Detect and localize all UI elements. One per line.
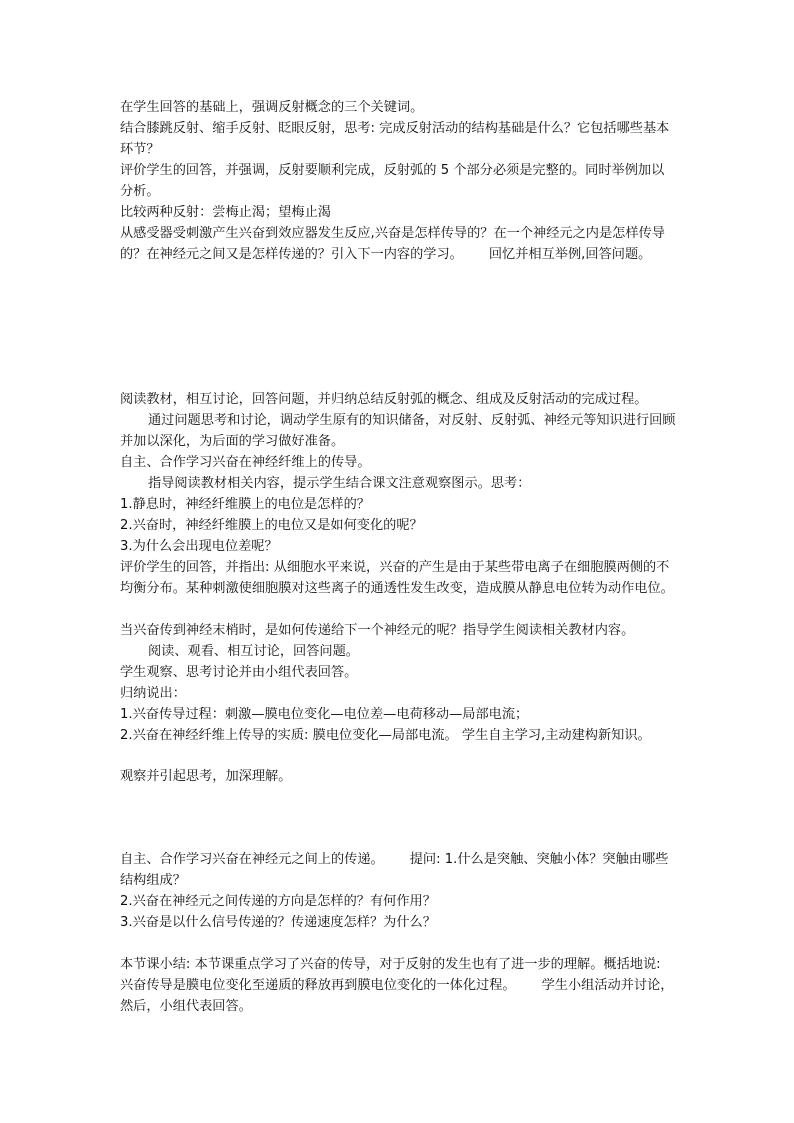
text-paragraph: [120, 954, 676, 1017]
text-paragraph: 评价学生的回答，并指出: 从细胞水平来说，兴奋的产生是由于某些带电离子在细胞膜两侧的不均衡分布。某种刺激使细胞膜对这些离子的通透性发生改变，造成膜从静息电位转为动作电位。: [120, 560, 674, 596]
text-paragraph: 评价学生的回答，并强调，反射要顺利完成，反射弧的 5 个部分必须是完整的。同时举例加以分析。: [120, 163, 665, 199]
text-paragraph: 2.兴奋在神经纤维上传导的实质: 膜电位变化—局部电流。 学生自主学习,主动建构新知识。: [120, 728, 651, 743]
text-paragraph: 归纳说出：: [120, 686, 186, 701]
text-paragraph: 结合膝跳反射、缩手反射、眨眼反射，思考: 完成反射活动的结构基础是什么？它包括哪些基本环节？: [120, 121, 670, 157]
text-paragraph: 2.兴奋在神经元之间传递的方向是怎样的？有何作用？: [120, 894, 436, 909]
text-paragraph: 观察并引起思考，加深理解。: [120, 769, 292, 784]
text-run: 从感受器受刺激产生兴奋到效应器发生反应,兴奋是怎样传导的？在一个神经元之内是怎样传导的？在神经元之间又是怎样传递的？引入下一内容的学习。: [120, 226, 665, 262]
text-paragraph: 当兴奋传到神经末梢时，是如何传递给下一个神经元的呢？指导学生阅读相关教材内容。: [120, 623, 635, 638]
text-run: 提问: 1.什么是突触、突触小体？突触由哪些结构组成？: [120, 852, 669, 888]
text-run: 学生小组活动并讨论，然后，小组代表回答。: [120, 978, 674, 1014]
text-paragraph: 1.兴奋传导过程：刺激—膜电位变化—电位差—电荷移动—局部电流；: [120, 707, 529, 722]
text-paragraph: 阅读教材，相互讨论，回答问题，并归纳总结反射弧的概念、组成及反射活动的完成过程。: [120, 392, 648, 407]
text-paragraph: 比较两种反射：尝梅止渴；望梅止渴: [120, 205, 331, 220]
text-paragraph: 2.兴奋时，神经纤维膜上的电位又是如何变化的呢？: [120, 518, 423, 533]
text-paragraph: 指导阅读教材相关内容，提示学生结合课文注意观察图示。思考：: [148, 476, 531, 491]
text-paragraph: 3.为什么会出现电位差呢？: [120, 539, 278, 554]
text-paragraph: 学生观察、思考讨论并由小组代表回答。: [120, 665, 358, 680]
text-paragraph: 通过问题思考和讨论，调动学生原有的知识储备，对反射、反射弧、神经元等知识进行回顾并加以深化，为后面的学习做好准备。: [120, 413, 676, 449]
text-paragraph: 阅读、观看、相互讨论，回答问题。: [148, 644, 359, 659]
text-paragraph: 3.兴奋是以什么信号传递的？传递速度怎样？为什么？: [120, 915, 436, 930]
text-paragraph: 1.静息时，神经纤维膜上的电位是怎样的？: [120, 497, 370, 512]
text-paragraph: 自主、合作学习兴奋在神经纤维上的传导。: [120, 455, 371, 470]
text-run: 本节课小结: 本节课重点学习了兴奋的传导，对于反射的发生也有了进一步的理解。概括地说: 兴奋传导是膜电位变化至递质的释放再到膜电位变化的一体化过程。: [120, 957, 661, 993]
text-paragraph: [120, 223, 676, 265]
text-run: 自主、合作学习兴奋在神经元之间上的传递。: [120, 852, 384, 867]
text-run: 回忆并相互举例,回答问题。: [488, 247, 652, 262]
text-paragraph: [120, 849, 676, 891]
text-paragraph: 在学生回答的基础上，强调反射概念的三个关键词。: [120, 100, 424, 115]
